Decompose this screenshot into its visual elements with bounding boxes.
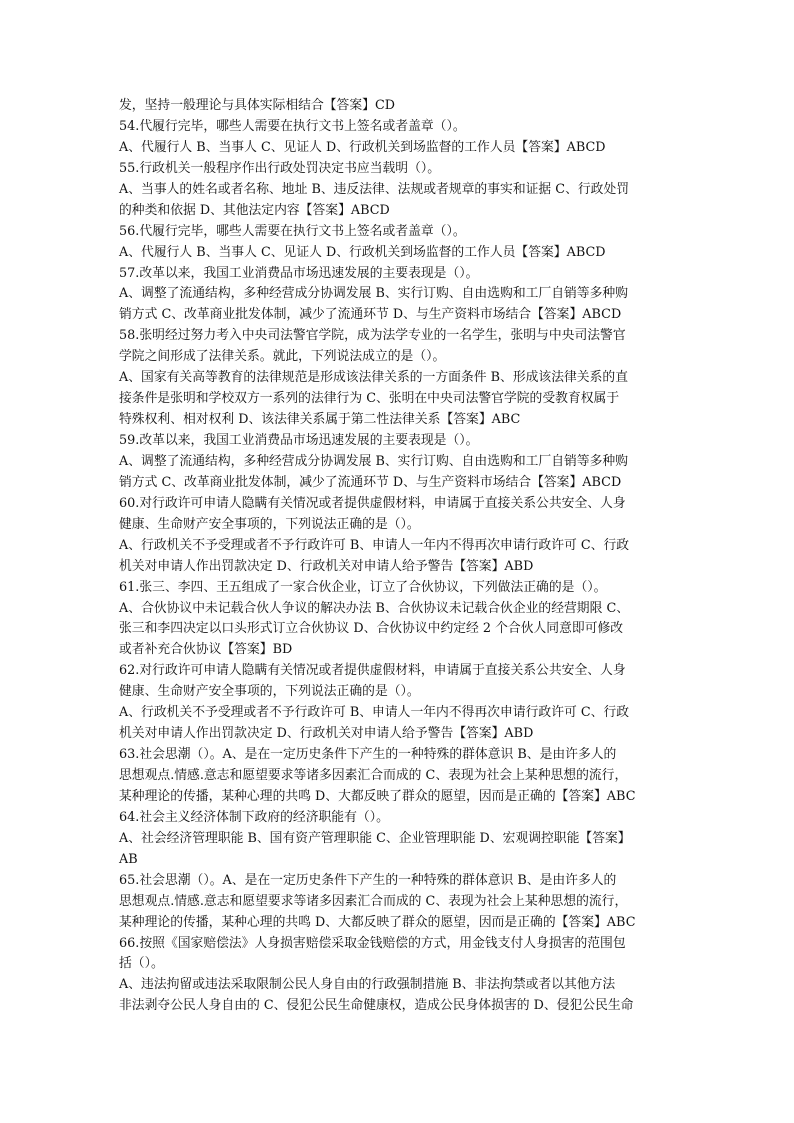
text-line: 括（）。 bbox=[119, 956, 164, 972]
text-line: 健康、生命财产安全事项的，下列说法正确的是（）。 bbox=[119, 516, 420, 532]
text-line: 60.对行政许可申请人隐瞒有关情况或者提供虚假材料，申请属于直接关系公共安全、人身 bbox=[119, 495, 626, 511]
text-line: AB bbox=[119, 851, 138, 867]
text-line: 张三和李四决定以口头形式订立合伙协议 D、合伙协议中约定经 2 个合伙人同意即可修改 bbox=[119, 621, 624, 637]
text-line: 销方式 C、改革商业批发体制，减少了流通环节 D、与生产资料市场结合【答案】ABCD bbox=[119, 474, 622, 490]
text-line: A、违法拘留或违法采取限制公民人身自由的行政强制措施 B、非法拘禁或者以其他方法 bbox=[119, 977, 616, 993]
text-line: 的种类和依据 D、其他法定内容【答案】ABCD bbox=[119, 202, 390, 218]
text-line: 65.社会思潮（）。A、是在一定历史条件下产生的一种特殊的群体意识 B、是由许多人的 bbox=[119, 872, 617, 888]
text-line: A、代履行人 B、当事人 C、见证人 D、行政机关到场监督的工作人员【答案】ABCD bbox=[119, 139, 606, 155]
text-line: A、行政机关不予受理或者不予行政许可 B、申请人一年内不得再次申请行政许可 C、行政 bbox=[119, 537, 630, 553]
text-line: 59.改革以来，我国工业消费品市场迅速发展的主要表现是（）。 bbox=[119, 433, 479, 448]
text-line: A、国家有关高等教育的法律规范是形成该法律关系的一方面条件 B、形成该法律关系的直 bbox=[119, 370, 628, 386]
text-line: 思想观点.情感.意志和愿望要求等诸多因素汇合而成的 C、表现为社会上某种思想的流行， bbox=[119, 893, 628, 909]
text-line: 56.代履行完毕，哪些人需要在执行文书上签名或者盖章（）。 bbox=[119, 223, 466, 239]
text-line: 销方式 C、改革商业批发体制，减少了流通环节 D、与生产资料市场结合【答案】ABCD bbox=[119, 307, 622, 323]
text-line: 63.社会思潮（）。A、是在一定历史条件下产生的一种特殊的群体意识 B、是由许多人的 bbox=[119, 747, 617, 763]
text-line: A、合伙协议中未记载合伙人争议的解决办法 B、合伙协议未记载合伙企业的经营期限 C、 bbox=[119, 600, 630, 616]
text-line: 55.行政机关一般程序作出行政处罚决定书应当载明（）。 bbox=[119, 160, 441, 176]
text-line: 机关对申请人作出罚款决定 D、行政机关对申请人给予警告【答案】ABD bbox=[119, 558, 534, 574]
text-line: A、代履行人 B、当事人 C、见证人 D、行政机关到场监督的工作人员【答案】ABCD bbox=[119, 244, 606, 260]
text-line: 58.张明经过努力考入中央司法警官学院，成为法学专业的一名学生，张明与中央司法警官 bbox=[119, 328, 626, 344]
text-line: A、调整了流通结构，多种经营成分协调发展 B、实行订购、自由选购和工厂自销等多种购 bbox=[119, 453, 628, 469]
text-line: A、当事人的姓名或者名称、地址 B、违反法律、法规或者规章的事实和证据 C、行政处罚 bbox=[119, 181, 630, 197]
text-line: 健康、生命财产安全事项的，下列说法正确的是（）。 bbox=[119, 684, 420, 700]
text-line: 或者补充合伙协议【答案】BD bbox=[119, 642, 293, 658]
text-line: 某种理论的传播，某种心理的共鸣 D、大都反映了群众的愿望，因而是正确的【答案】ABC bbox=[119, 914, 636, 930]
text-line: 思想观点.情感.意志和愿望要求等诸多因素汇合而成的 C、表现为社会上某种思想的流行， bbox=[119, 768, 628, 783]
text-line: 57.改革以来，我国工业消费品市场迅速发展的主要表现是（）。 bbox=[119, 265, 479, 281]
text-line: 特殊权利、相对权利 D、该法律关系属于第二性法律关系【答案】ABC bbox=[119, 412, 521, 428]
text-line: 接条件是张明和学校双方一系列的法律行为 C、张明在中央司法警官学院的受教育权属于 bbox=[119, 391, 620, 407]
text-line: 61.张三、李四、王五组成了一家合伙企业，订立了合伙协议，下列做法正确的是（）。 bbox=[119, 579, 607, 595]
text-line: 发，坚持一般理论与具体实际相结合【答案】CD bbox=[119, 98, 395, 113]
document-body bbox=[119, 96, 679, 1017]
text-line: A、调整了流通结构，多种经营成分协调发展 B、实行订购、自由选购和工厂自销等多种购 bbox=[119, 286, 628, 302]
text-line: 62.对行政许可申请人隐瞒有关情况或者提供虚假材料，申请属于直接关系公共安全、人身 bbox=[119, 663, 626, 679]
text-line: 54.代履行完毕，哪些人需要在执行文书上签名或者盖章（）。 bbox=[119, 118, 466, 134]
text-line: 64.社会主义经济体制下政府的经济职能有（）。 bbox=[119, 809, 389, 825]
text-line: 机关对申请人作出罚款决定 D、行政机关对申请人给予警告【答案】ABD bbox=[119, 726, 534, 742]
text-line: 某种理论的传播，某种心理的共鸣 D、大都反映了群众的愿望，因而是正确的【答案】ABC bbox=[119, 788, 636, 804]
text-line: 非法剥夺公民人身自由的 C、侵犯公民生命健康权，造成公民身体损害的 D、侵犯公民生命 bbox=[119, 998, 634, 1014]
text-line: 学院之间形成了法律关系。就此，下列说法成立的是（）。 bbox=[119, 349, 446, 365]
text-line: A、社会经济管理职能 B、国有资产管理职能 C、企业管理职能 D、宏观调控职能【答案】 bbox=[119, 830, 631, 846]
text-line: 66.按照《国家赔偿法》人身损害赔偿采取金钱赔偿的方式，用金钱支付人身损害的范围包 bbox=[119, 935, 626, 951]
text-line: A、行政机关不予受理或者不予行政许可 B、申请人一年内不得再次申请行政许可 C、行政 bbox=[119, 705, 630, 721]
